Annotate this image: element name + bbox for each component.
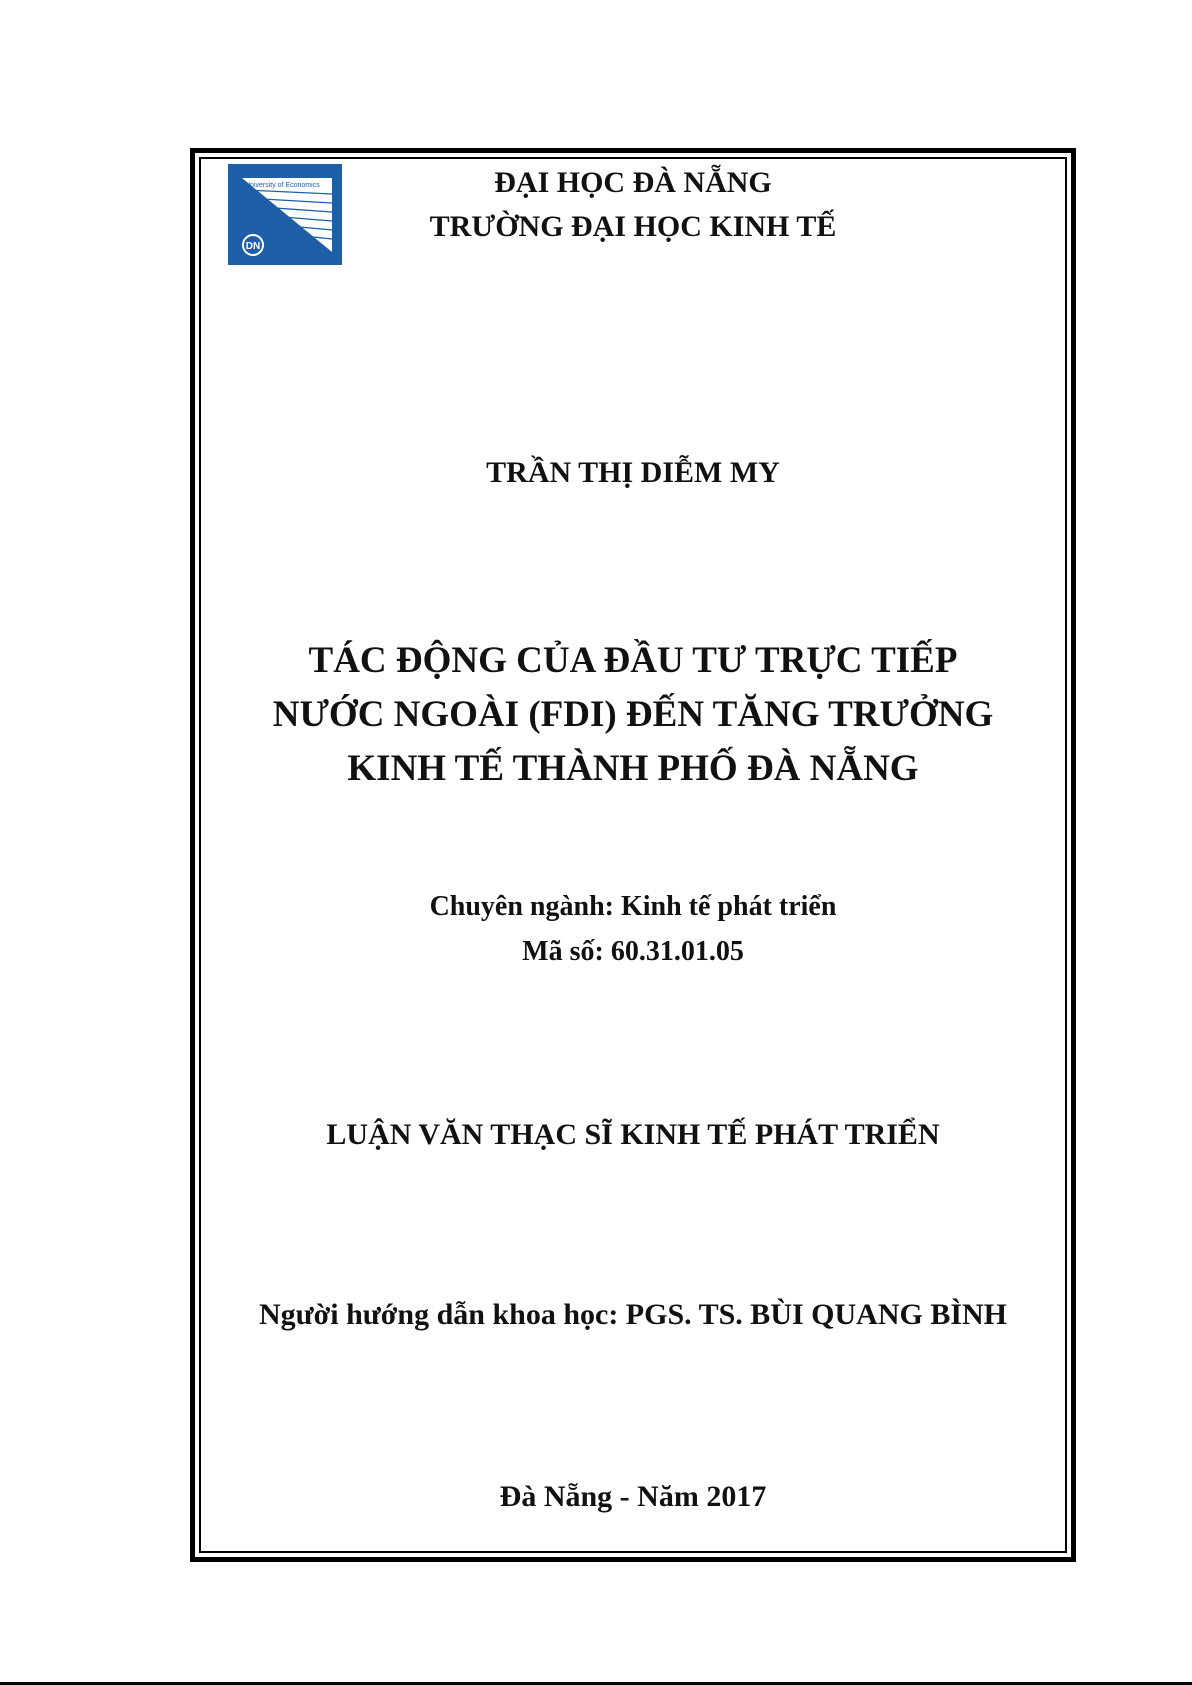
university-name: ĐẠI HỌC ĐÀ NẴNG <box>494 166 772 199</box>
place-and-year: Đà Nẵng - Năm 2017 <box>499 1480 767 1513</box>
school-name: TRƯỜNG ĐẠI HỌC KINH TẾ <box>429 210 837 243</box>
advisor: Người hướng dẫn khoa học: PGS. TS. BÙI QUANG BÌNH <box>258 1298 1008 1331</box>
author-name: TRẦN THỊ DIỄM MY <box>486 456 780 489</box>
major: Chuyên ngành: Kinh tế phát triển <box>429 891 837 922</box>
logo-text: University of Economics <box>245 182 320 189</box>
thesis-title-line: NƯỚC NGOÀI (FDI) ĐẾN TĂNG TRƯỞNG <box>272 694 994 735</box>
page-border <box>190 148 1076 1562</box>
logo-monogram: DN <box>245 241 261 252</box>
page-border-inner <box>199 157 1067 1553</box>
thesis-title <box>190 634 1076 796</box>
thesis-title-line: TÁC ĐỘNG CỦA ĐẦU TƯ TRỰC TIẾP <box>308 640 958 681</box>
thesis-title-line: KINH TẾ THÀNH PHỐ ĐÀ NẴNG <box>347 748 919 789</box>
degree-title: LUẬN VĂN THẠC SĨ KINH TẾ PHÁT TRIỂN <box>326 1118 940 1151</box>
major-code: Mã số: 60.31.01.05 <box>522 936 744 967</box>
